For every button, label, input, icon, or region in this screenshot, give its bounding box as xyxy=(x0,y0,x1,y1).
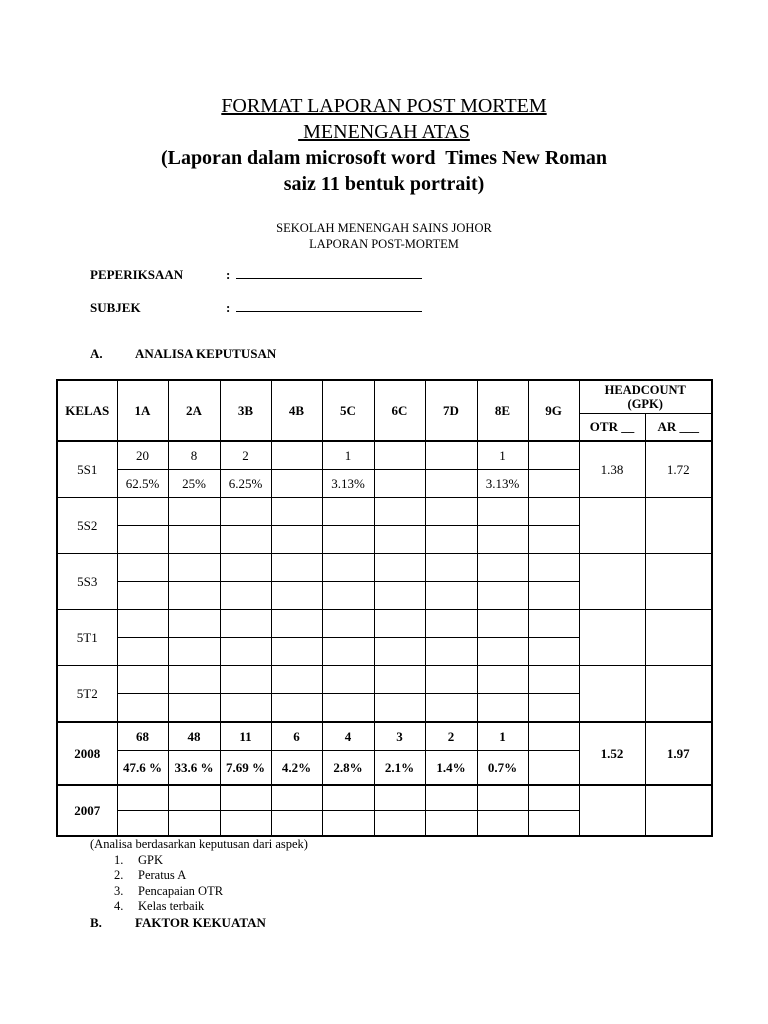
percent-cell: 3.13% xyxy=(322,470,374,498)
count-cell xyxy=(271,785,322,811)
percent-cell xyxy=(271,694,322,723)
count-cell xyxy=(117,554,168,582)
percent-cell xyxy=(168,526,220,554)
exam-field xyxy=(90,267,422,283)
notes-item xyxy=(90,884,308,900)
subject-label: SUBJEK xyxy=(90,300,141,315)
percent-cell xyxy=(477,811,528,837)
row-label-5t1: 5T1 xyxy=(57,610,117,666)
exam-blank-line[interactable] xyxy=(236,268,422,279)
doc-title-line3: (Laporan dalam microsoft word Times New Roman xyxy=(160,147,608,169)
otr-value xyxy=(579,610,645,666)
count-cell xyxy=(220,785,271,811)
notes-item-text: Kelas terbaik xyxy=(138,899,205,913)
count-cell: 11 xyxy=(220,722,271,751)
header-grade-6c: 6C xyxy=(374,380,425,441)
count-cell xyxy=(374,554,425,582)
percent-cell xyxy=(374,694,425,723)
header-grade-1a: 1A xyxy=(117,380,168,441)
notes-item xyxy=(90,899,308,915)
count-cell xyxy=(117,785,168,811)
percent-cell xyxy=(528,582,579,610)
count-cell xyxy=(374,785,425,811)
percent-cell: 62.5% xyxy=(117,470,168,498)
header-ar: AR ___ xyxy=(645,414,712,442)
percent-cell xyxy=(117,694,168,723)
notes-item xyxy=(90,853,308,869)
percent-cell xyxy=(477,638,528,666)
percent-cell xyxy=(374,638,425,666)
percent-cell xyxy=(220,526,271,554)
percent-cell xyxy=(322,694,374,723)
percent-cell: 6.25% xyxy=(220,470,271,498)
count-cell xyxy=(374,441,425,470)
exam-colon: : xyxy=(226,267,231,282)
header-grade-2a: 2A xyxy=(168,380,220,441)
percent-cell xyxy=(322,638,374,666)
count-cell xyxy=(477,554,528,582)
percent-cell xyxy=(374,811,425,837)
percent-cell: 3.13% xyxy=(477,470,528,498)
exam-label: PEPERIKSAAN xyxy=(90,267,184,282)
header-grade-4b: 4B xyxy=(271,380,322,441)
count-cell xyxy=(528,554,579,582)
section-b-number: B. xyxy=(90,915,102,930)
header-headcount: HEADCOUNT (GPK) xyxy=(579,380,712,414)
count-cell xyxy=(528,722,579,751)
count-cell: 1 xyxy=(477,441,528,470)
count-cell xyxy=(271,441,322,470)
percent-cell: 2.1% xyxy=(374,751,425,786)
percent-cell xyxy=(220,582,271,610)
section-a-title: ANALISA KEPUTUSAN xyxy=(135,346,277,361)
row-label-2007: 2007 xyxy=(57,785,117,836)
subject-blank-line[interactable] xyxy=(236,301,422,312)
count-cell xyxy=(425,498,477,526)
ar-value xyxy=(645,554,712,610)
count-cell xyxy=(528,498,579,526)
percent-cell xyxy=(117,811,168,837)
section-b-title: FAKTOR KEKUATAN xyxy=(135,915,266,930)
count-cell: 8 xyxy=(168,441,220,470)
notes-item-number: 1. xyxy=(114,852,124,867)
count-cell: 1 xyxy=(477,722,528,751)
otr-value: 1.38 xyxy=(579,441,645,498)
count-cell: 3 xyxy=(374,722,425,751)
notes-intro: (Analisa berdasarkan keputusan dari aspek) xyxy=(90,837,308,851)
notes-item-text: Peratus A xyxy=(138,868,187,882)
percent-cell xyxy=(271,582,322,610)
count-cell: 4 xyxy=(322,722,374,751)
header-grade-9g: 9G xyxy=(528,380,579,441)
count-cell xyxy=(117,498,168,526)
count-cell xyxy=(220,498,271,526)
percent-cell xyxy=(528,638,579,666)
count-cell xyxy=(271,610,322,638)
ar-value xyxy=(645,785,712,836)
row-label-2008: 2008 xyxy=(57,722,117,785)
otr-value xyxy=(579,785,645,836)
percent-cell xyxy=(117,582,168,610)
header-kelas: KELAS xyxy=(57,380,117,441)
count-cell xyxy=(220,666,271,694)
count-cell xyxy=(271,666,322,694)
otr-value xyxy=(579,554,645,610)
count-cell xyxy=(168,498,220,526)
percent-cell: 2.8% xyxy=(322,751,374,786)
percent-cell: 0.7% xyxy=(477,751,528,786)
subject-field xyxy=(90,300,422,316)
percent-cell xyxy=(220,811,271,837)
count-cell xyxy=(374,610,425,638)
count-cell: 2 xyxy=(220,441,271,470)
percent-cell xyxy=(477,582,528,610)
count-cell xyxy=(220,554,271,582)
percent-cell xyxy=(425,582,477,610)
percent-cell xyxy=(271,526,322,554)
percent-cell xyxy=(271,470,322,498)
count-cell xyxy=(477,785,528,811)
otr-value xyxy=(579,498,645,554)
count-cell xyxy=(425,610,477,638)
count-cell: 2 xyxy=(425,722,477,751)
percent-cell xyxy=(168,694,220,723)
ar-value xyxy=(645,610,712,666)
count-cell xyxy=(425,554,477,582)
header-grade-8e: 8E xyxy=(477,380,528,441)
count-cell xyxy=(477,498,528,526)
notes-item-number: 2. xyxy=(114,868,124,882)
count-cell xyxy=(271,554,322,582)
count-cell xyxy=(528,610,579,638)
percent-cell xyxy=(528,694,579,723)
percent-cell xyxy=(322,526,374,554)
notes-item xyxy=(90,868,308,884)
count-cell xyxy=(374,498,425,526)
count-cell xyxy=(271,498,322,526)
ar-value: 1.72 xyxy=(645,441,712,498)
row-label-5s1: 5S1 xyxy=(57,441,117,498)
count-cell xyxy=(168,554,220,582)
percent-cell xyxy=(374,582,425,610)
notes-item-text: GPK xyxy=(138,852,164,867)
percent-cell xyxy=(220,638,271,666)
count-cell: 20 xyxy=(117,441,168,470)
count-cell: 6 xyxy=(271,722,322,751)
percent-cell xyxy=(271,811,322,837)
count-cell xyxy=(425,666,477,694)
count-cell xyxy=(322,666,374,694)
count-cell xyxy=(425,441,477,470)
row-label-5s2: 5S2 xyxy=(57,498,117,554)
percent-cell xyxy=(425,470,477,498)
count-cell xyxy=(168,666,220,694)
percent-cell xyxy=(117,638,168,666)
percent-cell xyxy=(220,694,271,723)
percent-cell xyxy=(168,811,220,837)
count-cell xyxy=(425,785,477,811)
percent-cell xyxy=(477,526,528,554)
section-a-heading xyxy=(90,346,276,362)
percent-cell xyxy=(322,811,374,837)
percent-cell xyxy=(322,582,374,610)
report-name: LAPORAN POST-MORTEM xyxy=(309,237,459,251)
percent-cell: 4.2% xyxy=(271,751,322,786)
percent-cell xyxy=(271,638,322,666)
percent-cell: 25% xyxy=(168,470,220,498)
percent-cell xyxy=(425,811,477,837)
count-cell xyxy=(117,666,168,694)
count-cell xyxy=(528,441,579,470)
doc-title-line4: saiz 11 bentuk portrait) xyxy=(283,173,485,195)
count-cell xyxy=(477,666,528,694)
row-label-5t2: 5T2 xyxy=(57,666,117,723)
section-a-number: A. xyxy=(90,346,103,361)
percent-cell: 1.4% xyxy=(425,751,477,786)
percent-cell xyxy=(117,526,168,554)
header-otr: OTR __ xyxy=(579,414,645,442)
ar-value: 1.97 xyxy=(645,722,712,785)
count-cell xyxy=(322,610,374,638)
count-cell xyxy=(322,498,374,526)
header-grade-3b: 3B xyxy=(220,380,271,441)
percent-cell xyxy=(425,526,477,554)
count-cell xyxy=(374,666,425,694)
analysis-notes xyxy=(90,837,308,915)
count-cell: 68 xyxy=(117,722,168,751)
count-cell xyxy=(220,610,271,638)
header-grade-5c: 5C xyxy=(322,380,374,441)
percent-cell xyxy=(528,526,579,554)
percent-cell xyxy=(374,526,425,554)
school-name: SEKOLAH MENENGAH SAINS JOHOR xyxy=(276,221,492,235)
percent-cell xyxy=(528,751,579,786)
doc-title-line2: MENENGAH ATAS xyxy=(298,121,470,143)
notes-item-text: Pencapaian OTR xyxy=(138,883,224,898)
percent-cell xyxy=(168,582,220,610)
percent-cell xyxy=(528,470,579,498)
percent-cell xyxy=(477,694,528,723)
percent-cell: 7.69 % xyxy=(220,751,271,786)
percent-cell: 47.6 % xyxy=(117,751,168,786)
notes-list xyxy=(90,853,308,915)
ar-value xyxy=(645,666,712,723)
count-cell xyxy=(117,610,168,638)
row-label-5s3: 5S3 xyxy=(57,554,117,610)
otr-value: 1.52 xyxy=(579,722,645,785)
count-cell xyxy=(477,610,528,638)
count-cell xyxy=(322,554,374,582)
percent-cell xyxy=(168,638,220,666)
percent-cell xyxy=(528,811,579,837)
count-cell xyxy=(168,785,220,811)
notes-item-number: 4. xyxy=(114,899,124,913)
otr-value xyxy=(579,666,645,723)
results-table xyxy=(56,379,713,837)
percent-cell xyxy=(425,694,477,723)
percent-cell xyxy=(374,470,425,498)
count-cell: 48 xyxy=(168,722,220,751)
percent-cell xyxy=(425,638,477,666)
percent-cell: 33.6 % xyxy=(168,751,220,786)
count-cell xyxy=(168,610,220,638)
count-cell: 1 xyxy=(322,441,374,470)
notes-item-number: 3. xyxy=(114,883,124,898)
count-cell xyxy=(322,785,374,811)
section-b-heading xyxy=(90,915,266,931)
count-cell xyxy=(528,785,579,811)
ar-value xyxy=(645,498,712,554)
subject-colon: : xyxy=(226,300,231,315)
count-cell xyxy=(528,666,579,694)
doc-title-line1: FORMAT LAPORAN POST MORTEM xyxy=(221,95,547,117)
header-grade-7d: 7D xyxy=(425,380,477,441)
